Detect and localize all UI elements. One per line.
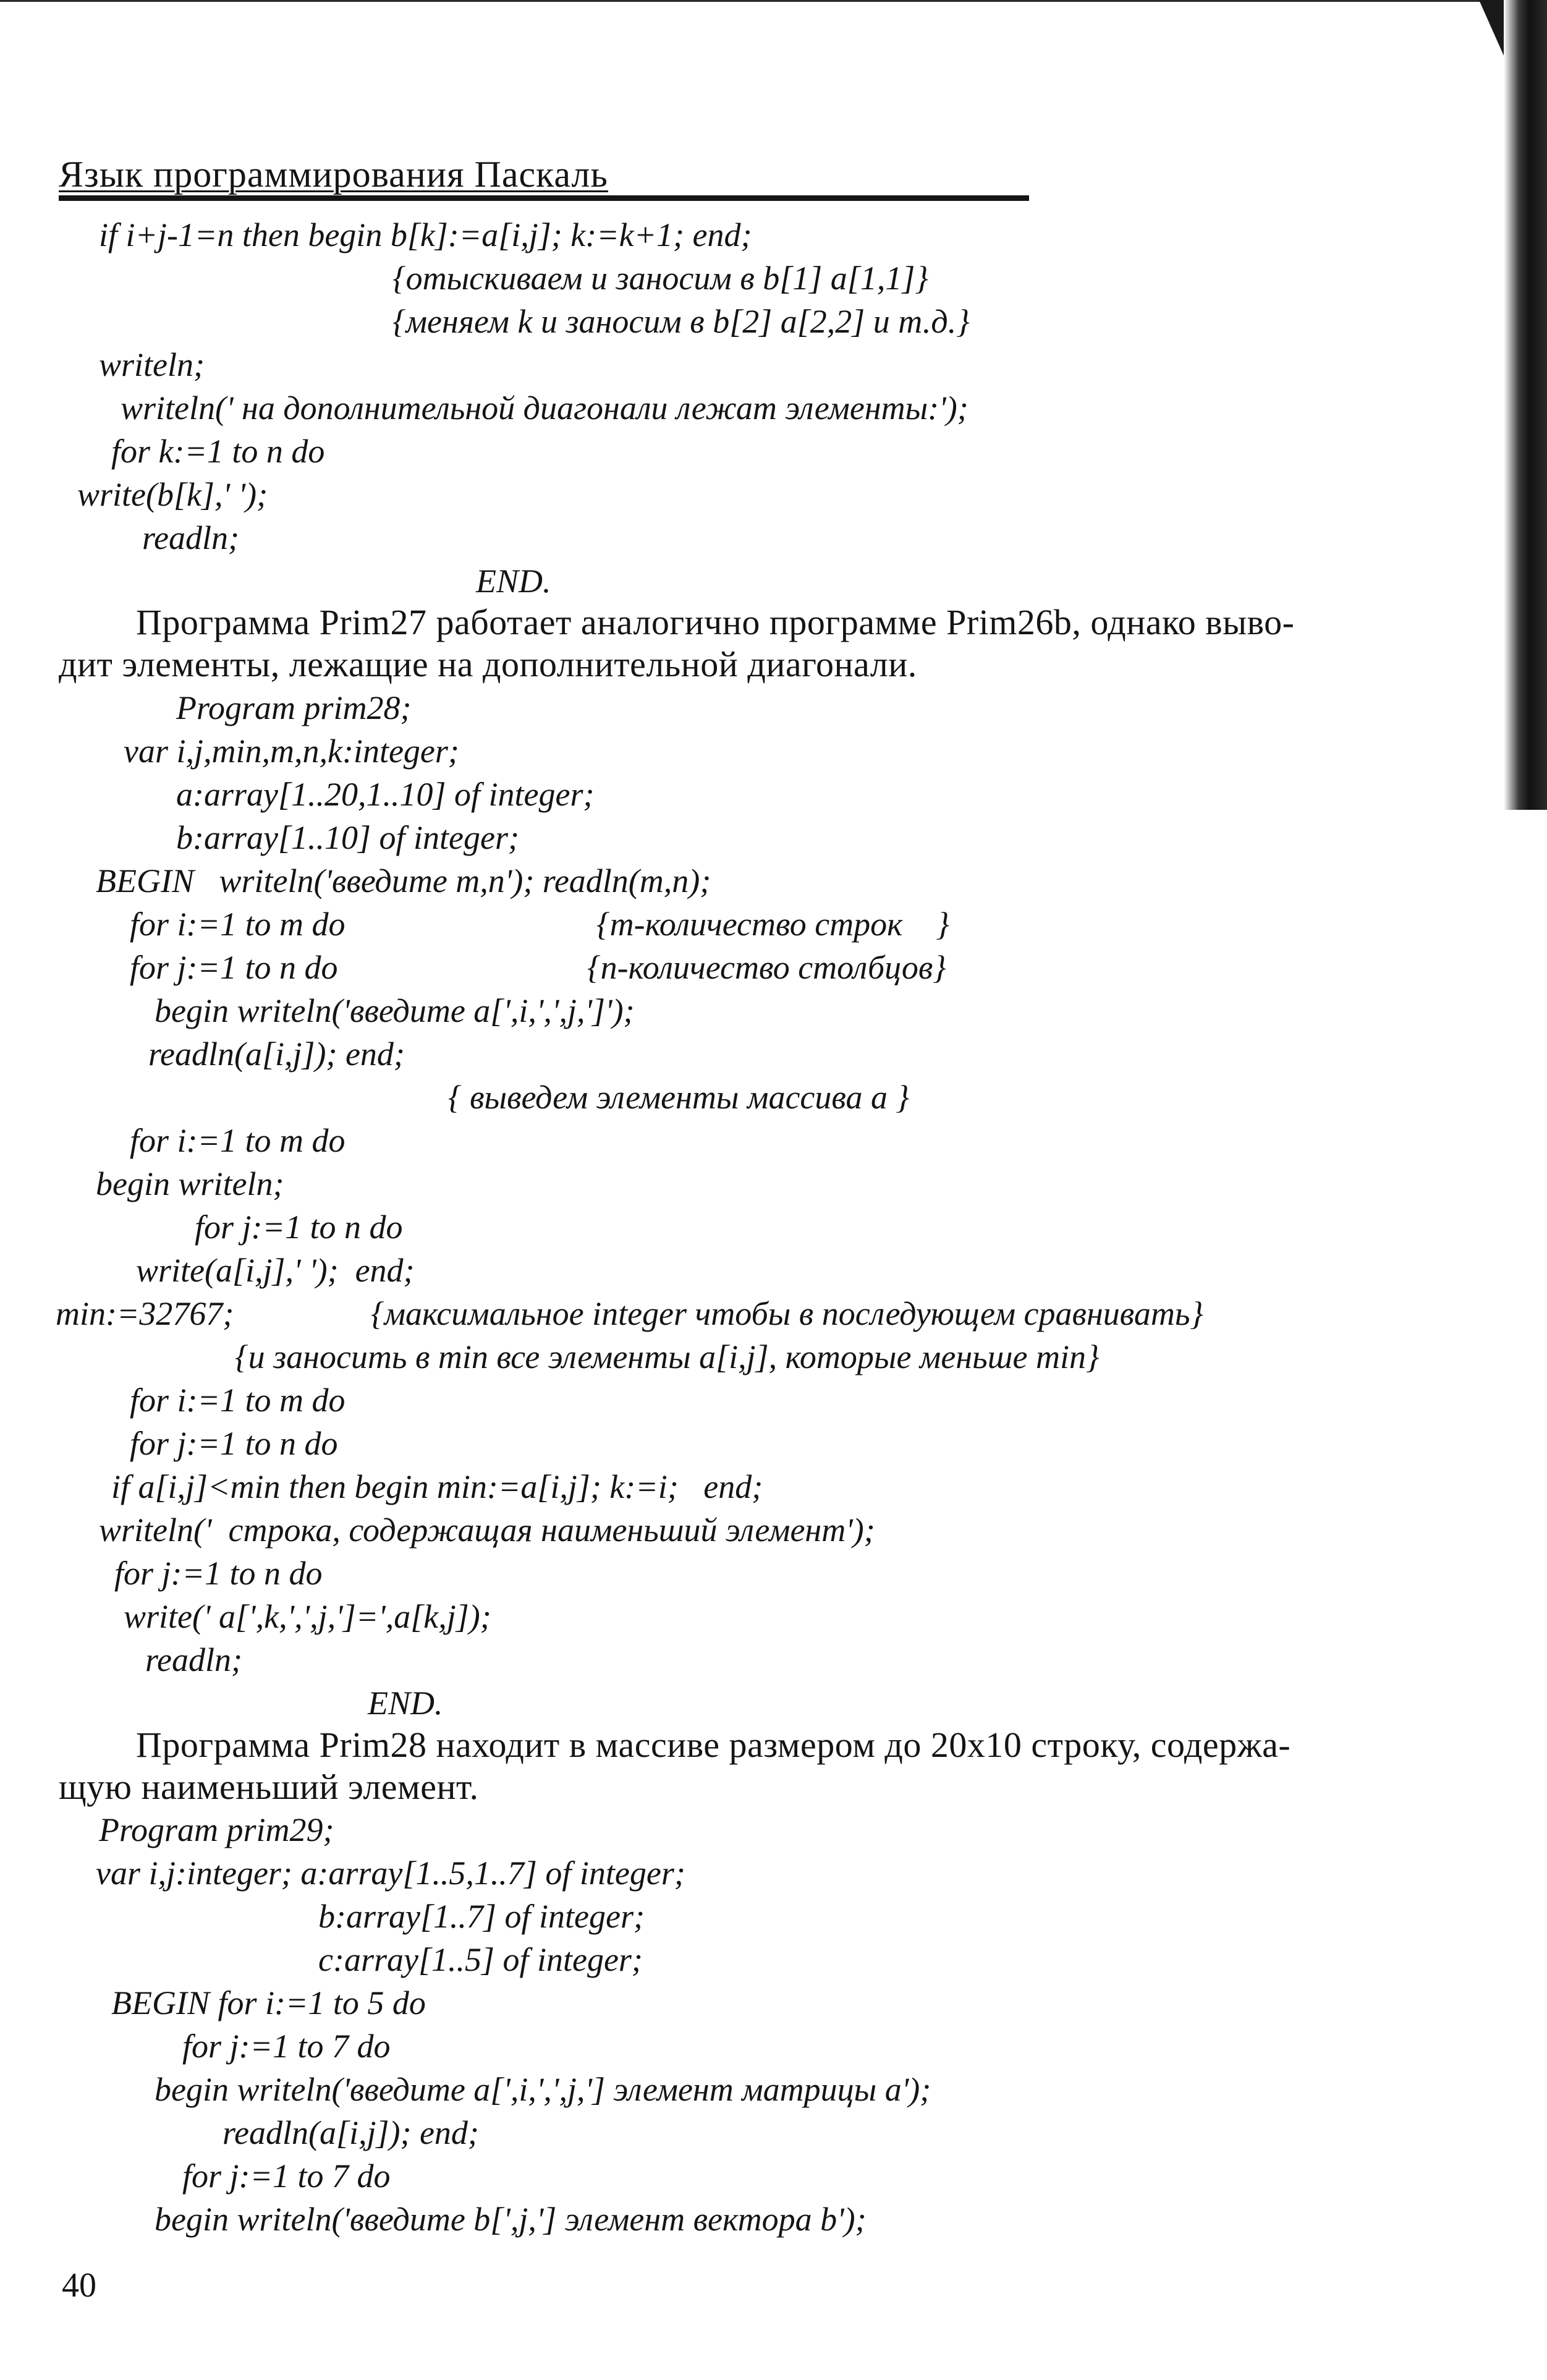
paragraph-line: Программа Prim27 работает аналогично программе Prim26b, однако выво- <box>136 602 1295 642</box>
code-line: b:array[1..10] of integer; <box>176 819 519 856</box>
scan-right-edge-shadow <box>1504 0 1547 810</box>
running-head: Язык программирования Паскаль <box>59 154 608 195</box>
paragraph-line: щую наименьший элемент. <box>59 1767 479 1807</box>
code-line: Program prim29; <box>99 1811 334 1848</box>
code-line: if i+j-1=n then begin b[k]:=a[i,j]; k:=k+1; end; <box>99 216 752 253</box>
page-number: 40 <box>62 2266 96 2305</box>
code-line: begin writeln('введите b[',j,'] элемент вектора b'); <box>155 2201 867 2238</box>
code-line: if a[i,j]<min then begin min:=a[i,j]; k:=i; end; <box>111 1468 763 1505</box>
code-comment: {и заносить в min все элементы a[i,j], которые меньше min} <box>235 1338 1100 1375</box>
code-comment: { выведем элементы массива a } <box>448 1079 910 1116</box>
code-line: for j:=1 to n do <box>114 1555 323 1592</box>
code-line: c:array[1..5] of integer; <box>318 1941 643 1978</box>
code-line: b:array[1..7] of integer; <box>318 1898 645 1935</box>
paragraph-line: дит элементы, лежащие на дополнительной диагонали. <box>59 644 917 684</box>
code-line: for i:=1 to m do <box>130 1122 345 1159</box>
code-line: write(a[i,j],' '); end; <box>136 1252 415 1289</box>
code-line: a:array[1..20,1..10] of integer; <box>176 776 595 813</box>
code-line: write(b[k],' '); <box>77 476 268 513</box>
code-line: writeln; <box>99 346 205 383</box>
code-comment: {m-количество строк } <box>596 906 950 943</box>
code-line: begin writeln; <box>96 1165 284 1202</box>
code-line: BEGIN writeln('введите m,n'); readln(m,n); <box>96 862 711 899</box>
code-line: readln(a[i,j]); end; <box>148 1035 405 1073</box>
code-line: for j:=1 to 7 do <box>182 2028 391 2065</box>
code-line: var i,j,min,m,n,k:integer; <box>124 733 459 770</box>
code-line: for j:=1 to n do <box>130 949 338 986</box>
header-rule <box>59 195 1029 201</box>
code-comment: {отыскиваем и заносим в b[1] a[1,1]} <box>392 260 928 297</box>
scan-corner-shadow <box>1479 0 1504 56</box>
code-line: Program prim28; <box>176 689 412 726</box>
code-line: writeln(' на дополнительной диагонали лежат элементы:'); <box>121 389 968 427</box>
code-line: begin writeln('введите a[',i,',',j,']'); <box>155 992 635 1029</box>
code-line: END. <box>368 1685 443 1722</box>
code-line: for k:=1 to n do <box>111 433 325 470</box>
code-line: for j:=1 to n do <box>130 1425 338 1462</box>
code-line: readln; <box>145 1641 242 1678</box>
code-line: writeln(' строка, содержащая наименьший элемент'); <box>99 1511 875 1549</box>
code-comment: {меняем k и заносим в b[2] a[2,2] и т.д.} <box>392 303 970 340</box>
code-line: for i:=1 to m do <box>130 906 345 943</box>
code-line: for j:=1 to 7 do <box>182 2157 391 2195</box>
scan-top-edge <box>0 0 1508 2</box>
code-line: BEGIN for i:=1 to 5 do <box>111 1984 426 2021</box>
code-line: readln; <box>142 519 239 556</box>
code-line: END. <box>476 563 551 600</box>
code-line: for i:=1 to m do <box>130 1382 345 1419</box>
code-line: readln(a[i,j]); end; <box>223 2114 479 2151</box>
code-line: write(' a[',k,',',j,']=',a[k,j]); <box>124 1598 491 1635</box>
code-comment: {максимальное integer чтобы в последующем сравнивать} <box>371 1295 1203 1332</box>
code-line: min:=32767; <box>56 1295 234 1332</box>
code-line: var i,j:integer; a:array[1..5,1..7] of integer; <box>96 1855 685 1892</box>
code-line: begin writeln('введите a[',i,',',j,'] элемент матрицы a'); <box>155 2071 931 2108</box>
paragraph-line: Программа Prim28 находит в массиве размером до 20x10 строку, содержа- <box>136 1725 1291 1765</box>
code-line: for j:=1 to n do <box>195 1209 403 1246</box>
code-comment: {n-количество столбцов} <box>587 949 946 986</box>
